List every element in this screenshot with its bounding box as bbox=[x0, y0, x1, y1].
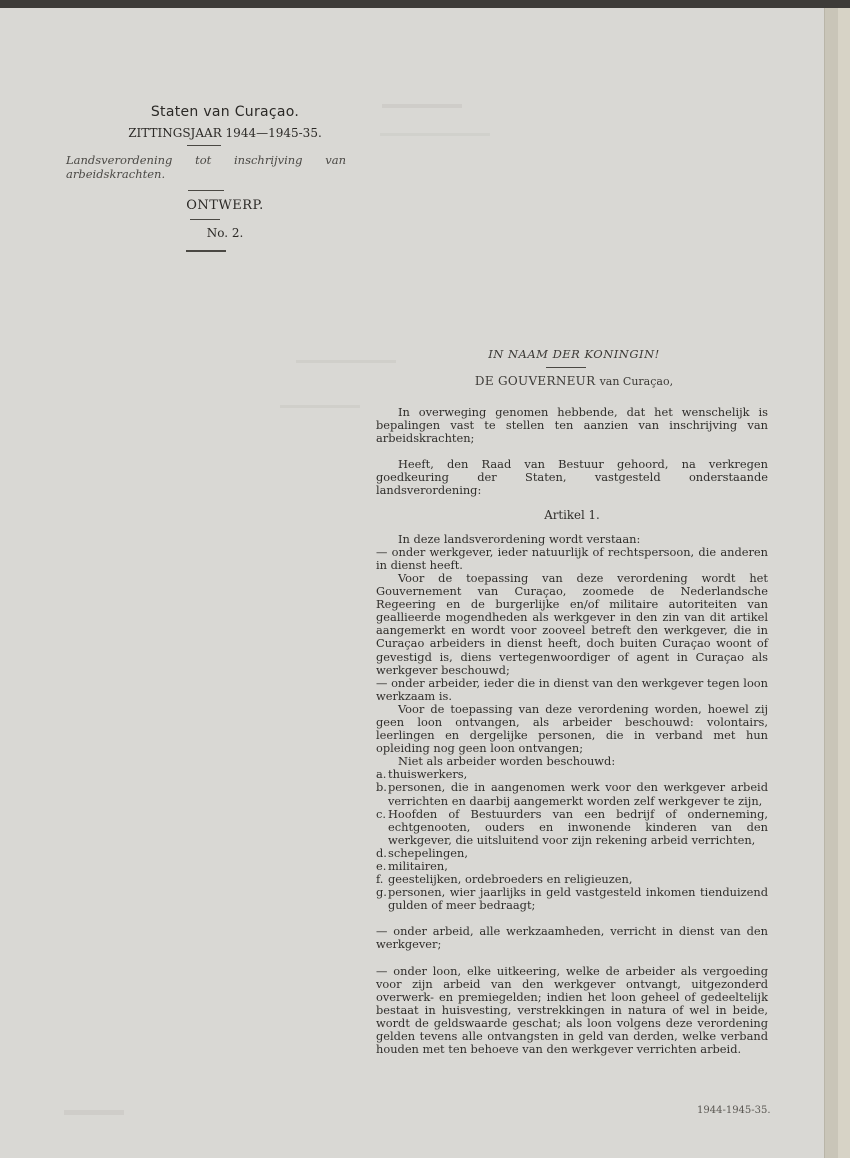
draft-number: No. 2. bbox=[206, 226, 244, 240]
scan-top-border bbox=[0, 0, 850, 8]
exclusions-intro: Niet als arbeider worden beschouwd: bbox=[398, 754, 616, 769]
definition-arbeider: — onder arbeider, ieder die in dienst van den werkgever tegen loon werkzaam is. bbox=[376, 675, 768, 703]
article-intro: In deze landsverordening wordt verstaan: bbox=[398, 531, 641, 546]
definition-werkgever: — onder werkgever, ieder natuurlijk of rechtspersoon, die anderen in dienst heeft. bbox=[376, 544, 768, 572]
page-reference: 1944-1945-35. bbox=[697, 1105, 771, 1116]
list-letter: c. bbox=[376, 806, 387, 821]
list-text: thuiswerkers, bbox=[388, 767, 468, 782]
enacting-paragraph: Heeft, den Raad van Bestuur gehoord, na verkregen goedkeuring der Staten, vastgesteld onderstaande landsverordening: bbox=[376, 457, 768, 498]
ordinance-subject: Landsverordening tot inschrijving van arbeidskrachten. bbox=[66, 153, 346, 181]
scan-ghost-mark bbox=[64, 1110, 124, 1115]
divider bbox=[187, 145, 221, 146]
governor-line bbox=[382, 374, 766, 388]
governor-title: DE GOUVERNEUR bbox=[474, 374, 596, 388]
werkgever-note: Voor de toepassing van deze verordening wordt het Gouvernement van Curaçao, zoomede de Nederlandsche Regeering en de burgerlijke en/of militaire autoriteiten van geallieerde mogendheden als werkgever in den zin van dit artikel aangemerkt en wordt voor zooveel betreft den werkgever, die in Curaçao arbeiders in dienst heeft, doch buiten Curaçao woont of gevestigd is, diens vertegenwoordiger of agent in Curaçao als werkgever beschouwd; bbox=[376, 570, 768, 677]
considering-paragraph: In overweging genomen hebbende, dat het wenschelijk is bepalingen vast te stellen ten aanzien van inschrijving van arbeidskrachten; bbox=[376, 405, 768, 446]
scan-ghost-mark bbox=[380, 133, 490, 136]
divider bbox=[190, 219, 220, 220]
list-text: Hoofden of Bestuurders van een bedrijf of onderneming, echtgenooten, ouders en inwonende kinderen van den werkgever, die uitsluitend voor zijn rekening arbeid verrichten, bbox=[388, 806, 768, 847]
ordinance-body bbox=[376, 406, 768, 1056]
arbeider-note: Voor de toepassing van deze verordening worden, hoewel zij geen loon ontvangen, als arbeider beschouwd: volontairs, leerlingen en dergelijke personen, die in verband met hun opleiding nog geen loon ontvangen; bbox=[376, 701, 768, 756]
scan-ghost-mark bbox=[382, 104, 462, 108]
in-name-of-queen: IN NAAM DER KONINGIN! bbox=[488, 347, 660, 361]
definition-loon: — onder loon, elke uitkeering, welke de arbeider als vergoeding voor zijn arbeid van den werkgever ontvangt, uitgezonderd overwerk- en premiegelden; indien het loon geheel of gedeeltelijk bestaat in huisvesting, verstrekkingen in natura of wel in beide, wordt de geldswaarde geschat; als loon volgens deze verordening gelden tevens alle ontvangsten in geld van derden, welke verband houden met ten behoeve van den werkgever verrichten arbeid. bbox=[376, 963, 768, 1057]
list-letter: b. bbox=[376, 780, 387, 795]
list-text: schepelingen, bbox=[388, 845, 468, 860]
page-edge-inner bbox=[838, 8, 850, 1158]
list-letter: a. bbox=[376, 767, 387, 782]
list-item bbox=[376, 886, 768, 912]
scan-ghost-mark bbox=[296, 360, 396, 363]
list-item bbox=[376, 781, 768, 807]
draft-label: ONTWERP. bbox=[186, 198, 264, 213]
list-text: geestelijken, ordebroeders en religieuzen, bbox=[388, 872, 633, 887]
list-text: militairen, bbox=[388, 859, 448, 873]
session-year: ZITTINGSJAAR 1944—1945-35. bbox=[128, 126, 322, 140]
divider bbox=[188, 190, 224, 191]
divider bbox=[186, 250, 226, 252]
list-text: personen, wier jaarlijks in geld vastgesteld inkomen tienduizend gulden of meer bedraagt; bbox=[388, 885, 768, 913]
governor-suffix: van Curaçao, bbox=[599, 375, 674, 388]
list-letter: d. bbox=[376, 845, 387, 860]
header-title: Staten van Curaçao. bbox=[150, 104, 300, 120]
exclusions-list bbox=[376, 768, 768, 912]
list-text: personen, die in aangenomen werk voor den werkgever arbeid verrichten en daarbij aangemerkt worden zelf werkgever te zijn, bbox=[388, 780, 768, 808]
definition-arbeid: — onder arbeid, alle werkzaamheden, verricht in dienst van den werkgever; bbox=[376, 924, 768, 952]
list-letter: g. bbox=[376, 885, 387, 900]
list-letter: e. bbox=[376, 859, 387, 873]
divider bbox=[546, 367, 586, 368]
list-letter: f. bbox=[376, 872, 384, 887]
list-item bbox=[376, 808, 768, 847]
article-heading: Artikel 1. bbox=[544, 507, 600, 522]
scan-ghost-mark bbox=[280, 405, 360, 408]
